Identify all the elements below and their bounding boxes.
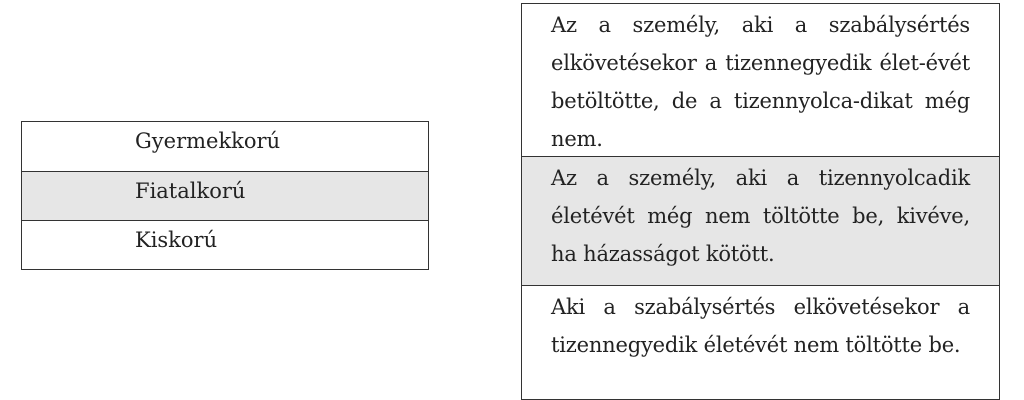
definition-row-1 <box>522 4 999 156</box>
term-label: Gyermekkorú <box>135 129 281 153</box>
definitions-table <box>521 3 1000 400</box>
definition-row-2 <box>522 156 999 285</box>
definition-text: Az a személy, aki a tizennyolcadik életévét még nem töltötte be, kivéve, ha házasságot kötött. <box>551 166 970 266</box>
term-label: Kiskorú <box>135 227 218 252</box>
term-label: Fiatalkorú <box>135 178 246 203</box>
definition-text: Az a személy, aki a szabálysértés elkövetésekor a tizennegyedik élet-évét betöltötte, de a tizennyolca-dikat még nem. <box>551 13 970 151</box>
terms-table <box>21 121 429 270</box>
definition-text: Aki a szabálysértés elkövetésekor a tizennegyedik életévét nem töltötte be. <box>551 295 970 357</box>
term-row-kiskoru <box>22 220 428 269</box>
term-row-gyermekkoru <box>22 122 428 171</box>
definition-row-3 <box>522 285 999 399</box>
term-row-fiatalkoru <box>22 171 428 220</box>
